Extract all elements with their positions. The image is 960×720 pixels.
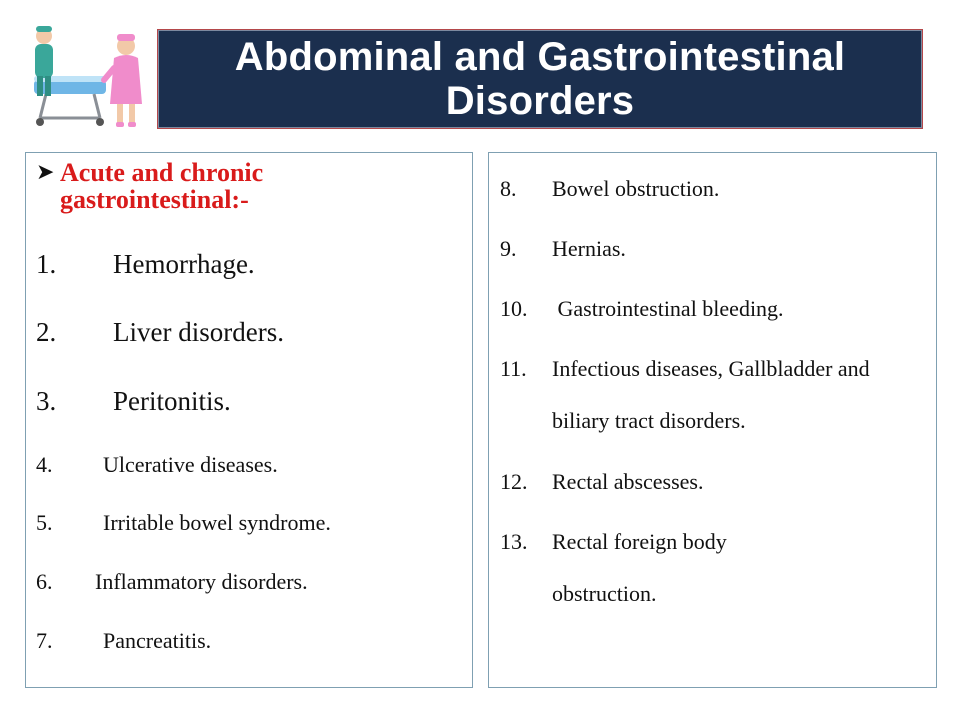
list-item: 12. Rectal abscesses. xyxy=(500,469,704,494)
list-item: 11. Infectious diseases, Gallbladder and biliary tract disorders. xyxy=(500,356,870,433)
right-content-panel xyxy=(488,152,937,688)
list-item: 9. Hernias. xyxy=(500,236,626,261)
list-item: 6. Inflammatory disorders. xyxy=(36,569,308,594)
list-item: 4. Ulcerative diseases. xyxy=(36,452,278,477)
doctor-nurse-gurney-icon xyxy=(26,18,156,136)
title-bar xyxy=(157,29,923,129)
list-item: 5. Irritable bowel syndrome. xyxy=(36,510,331,535)
section-heading xyxy=(36,159,360,213)
left-content-panel xyxy=(25,152,473,688)
list-item: 8. Bowel obstruction. xyxy=(500,176,720,201)
list-item: 2. Liver disorders. xyxy=(36,317,284,347)
list-item: 7. Pancreatitis. xyxy=(36,628,212,653)
slide-title: Abdominal and Gastrointestinal Disorders xyxy=(234,35,846,123)
list-item: 3. Peritonitis. xyxy=(36,386,231,416)
list-item: 10. Gastrointestinal bleeding. xyxy=(500,296,784,321)
list-item: 1. Hemorrhage. xyxy=(36,249,255,279)
arrow-bullet-icon: ➤ xyxy=(36,159,55,184)
section-heading-text: Acute and chronic gastrointestinal:- xyxy=(60,158,264,214)
list-item: 13. Rectal foreign body obstruction. xyxy=(500,529,727,606)
